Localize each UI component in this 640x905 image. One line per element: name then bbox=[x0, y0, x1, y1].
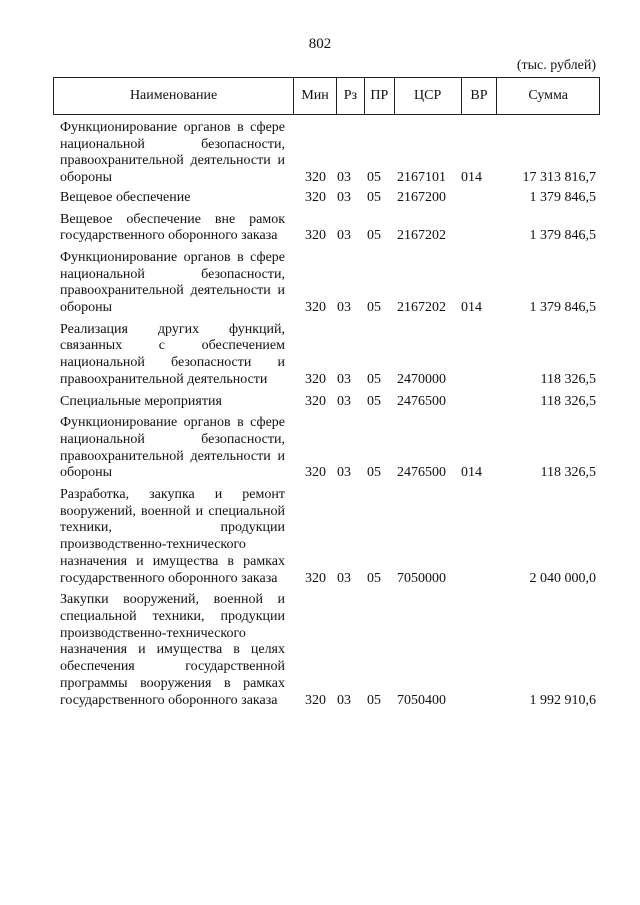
row-name: Разработка, закупка и ремонт вооружений, военной и специальной техники, продукции производственно-технического назначения и имущества в рамках государственного оборонного заказа bbox=[60, 487, 285, 586]
table-row bbox=[0, 212, 640, 245]
table-body bbox=[0, 120, 640, 709]
row-min: 320 bbox=[305, 570, 326, 586]
header-name: Наименование bbox=[129, 88, 218, 103]
row-rz: 03 bbox=[337, 692, 351, 708]
row-csr: 2167202 bbox=[397, 300, 446, 316]
units-label: (тыс. рублей) bbox=[516, 58, 596, 73]
row-sum: 1 379 846,5 bbox=[529, 228, 596, 244]
table-row bbox=[0, 592, 640, 709]
row-name: Закупки вооружений, военной и специальной техники, продукции производственно-технического назначения и имущества в целях обеспечения государственной программы вооружения в рамках государственного оборонного заказа bbox=[60, 592, 285, 708]
header-csr: ЦСР bbox=[394, 78, 461, 114]
row-pr: 05 bbox=[367, 692, 381, 708]
row-rz: 03 bbox=[337, 570, 351, 586]
table-row bbox=[0, 120, 640, 187]
row-pr: 05 bbox=[367, 189, 381, 205]
row-csr: 2476500 bbox=[397, 465, 446, 481]
row-csr: 7050400 bbox=[397, 692, 446, 708]
table-row bbox=[0, 487, 640, 587]
row-sum: 118 326,5 bbox=[540, 371, 596, 387]
row-name: Функционирование органов в сфере национальной безопасности, правоохранительной деятельности и обороны bbox=[60, 249, 285, 316]
row-rz: 03 bbox=[337, 393, 351, 409]
row-rz: 03 bbox=[337, 228, 351, 244]
row-min: 320 bbox=[305, 692, 326, 708]
row-rz: 03 bbox=[337, 170, 351, 186]
row-min: 320 bbox=[305, 393, 326, 409]
row-csr: 2167101 bbox=[397, 170, 446, 186]
row-rz: 03 bbox=[337, 371, 351, 387]
row-sum: 1 992 910,6 bbox=[529, 692, 596, 708]
table-header bbox=[53, 77, 600, 115]
row-min: 320 bbox=[305, 300, 326, 316]
page-number: 802 bbox=[308, 36, 332, 52]
row-csr: 7050000 bbox=[397, 570, 446, 586]
row-pr: 05 bbox=[367, 228, 381, 244]
row-name: Вещевое обеспечение вне рамок государственного оборонного заказа bbox=[60, 211, 285, 244]
row-rz: 03 bbox=[337, 189, 351, 205]
header-pr: ПР bbox=[364, 78, 394, 114]
row-vr: 014 bbox=[461, 170, 482, 186]
row-vr: 014 bbox=[461, 465, 482, 481]
table-row bbox=[0, 250, 640, 317]
row-min: 320 bbox=[305, 189, 326, 205]
row-sum: 118 326,5 bbox=[540, 393, 596, 409]
row-pr: 05 bbox=[367, 170, 381, 186]
row-pr: 05 bbox=[367, 371, 381, 387]
row-name: Функционирование органов в сфере национальной безопасности, правоохранительной деятельности и обороны bbox=[60, 120, 285, 186]
row-csr: 2470000 bbox=[397, 371, 446, 387]
row-name: Вещевое обеспечение bbox=[60, 189, 191, 205]
table-row bbox=[0, 322, 640, 389]
table-row bbox=[0, 190, 640, 207]
row-min: 320 bbox=[305, 170, 326, 186]
row-pr: 05 bbox=[367, 393, 381, 409]
row-csr: 2167202 bbox=[397, 228, 446, 244]
row-name: Специальные мероприятия bbox=[60, 393, 222, 409]
row-sum: 118 326,5 bbox=[540, 465, 596, 481]
row-csr: 2167200 bbox=[397, 189, 446, 205]
header-rz: Рз bbox=[336, 78, 364, 114]
row-min: 320 bbox=[305, 465, 326, 481]
row-pr: 05 bbox=[367, 570, 381, 586]
row-pr: 05 bbox=[367, 300, 381, 316]
row-pr: 05 bbox=[367, 465, 381, 481]
row-name: Реализация других функций, связанных с обеспечением национальной безопасности и правоохранительной деятельности bbox=[60, 321, 285, 387]
header-vr: ВР bbox=[461, 78, 497, 114]
row-csr: 2476500 bbox=[397, 393, 446, 409]
row-rz: 03 bbox=[337, 465, 351, 481]
row-vr: 014 bbox=[461, 300, 482, 316]
row-rz: 03 bbox=[337, 300, 351, 316]
row-min: 320 bbox=[305, 371, 326, 387]
row-sum: 1 379 846,5 bbox=[529, 300, 596, 316]
header-min: Мин bbox=[293, 78, 336, 114]
row-sum: 2 040 000,0 bbox=[529, 570, 596, 586]
row-sum: 17 313 816,7 bbox=[522, 170, 596, 186]
row-name: Функционирование органов в сфере национальной безопасности, правоохранительной деятельности и обороны bbox=[60, 415, 285, 481]
row-sum: 1 379 846,5 bbox=[529, 189, 596, 205]
table-row bbox=[0, 394, 640, 411]
table-row bbox=[0, 415, 640, 482]
row-min: 320 bbox=[305, 228, 326, 244]
header-sum: Сумма bbox=[496, 78, 599, 114]
